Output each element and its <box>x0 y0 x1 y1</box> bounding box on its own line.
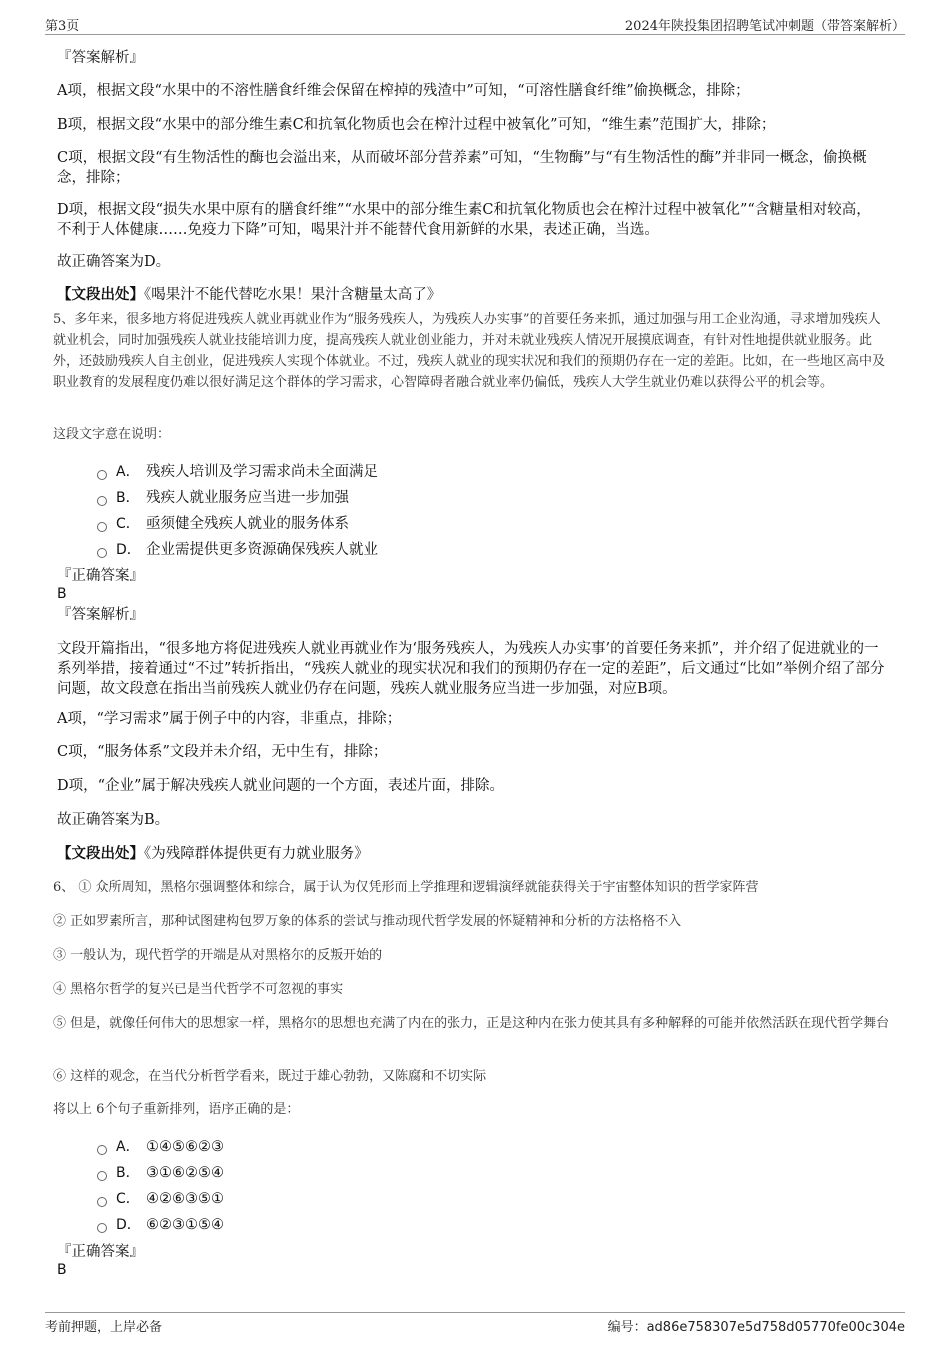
q5-source <box>57 844 369 864</box>
q5-analysis-label: 『答案解析』 <box>57 607 144 623</box>
document-code: 编号：ad86e758307e5d758d05770fe00c304e <box>607 1320 905 1335</box>
q4-analysis-d: D项，根据文段“损失水果中原有的膳食纤维”“水果中的部分维生素C和抗氧化物质也会在榨汁过程中被氧化”“含糖量相对较高，不利于人体健康……免疫力下降”可知，喝果汁并不能替代食用新鲜的水果，表述正确，当选。 <box>57 202 871 238</box>
radio-icon[interactable] <box>97 470 107 480</box>
q5-analysis-text: 文段开篇指出，“很多地方将促进残疾人就业再就业作为‘服务残疾人，为残疾人办实事’的首要任务来抓”，并介绍了促进就业的一系列举措，接着通过“不过”转折指出，“残疾人就业的现实状况和我们的预期仍存在一定的差距”，后文通过“比如”举例介绍了部分问题，故文段意在指出当前残疾人就业仍存在问题，残疾人就业服务应当进一步加强，对应B项。 <box>57 641 885 697</box>
radio-icon[interactable] <box>97 1223 107 1233</box>
q5-analysis-c: C项，“服务体系”文段并未介绍，无中生有，排除； <box>57 744 388 760</box>
q4-source-title: 《喝果汁不能代替吃水果！果汁含糖量太高了》 <box>144 287 442 303</box>
q5-option-b[interactable]: B． 残疾人就业服务应当进一步加强 <box>97 486 349 506</box>
q6-sentence-2: ② 正如罗素所言，那种试图建构包罗万象的体系的尝试与推动现代哲学发展的怀疑精神和分析的方法格格不入 <box>53 914 682 929</box>
q4-analysis-c: C项，根据文段“有生物活性的酶也会溢出来，从而破坏部分营养素”可知，“生物酶”与“有生物活性的酶”并非同一概念，偷换概念，排除； <box>57 150 867 186</box>
q5-analysis-a: A项，“学习需求”属于例子中的内容，非重点，排除； <box>57 711 402 727</box>
q6-prompt: 将以上 6个句子重新排列，语序正确的是： <box>53 1102 300 1117</box>
q5-answer: B <box>57 586 67 602</box>
radio-icon[interactable] <box>97 522 107 532</box>
page-number: 第3页 <box>45 19 80 34</box>
q5-option-c[interactable]: C． 亟须健全残疾人就业的服务体系 <box>97 512 349 532</box>
q6-answer: B <box>57 1262 67 1278</box>
q6-sentence-4: ④ 黑格尔哲学的复兴已是当代哲学不可忽视的事实 <box>53 982 344 997</box>
document-title: 2024年陕投集团招聘笔试冲刺题（带答案解析） <box>624 19 905 34</box>
q6-answer-label: 『正确答案』 <box>57 1244 144 1260</box>
radio-icon[interactable] <box>97 548 107 558</box>
q5-analysis-d: D项，“企业”属于解决残疾人就业问题的一个方面，表述片面，排除。 <box>57 778 504 794</box>
footer-slogan: 考前押题，上岸必备 <box>45 1320 163 1335</box>
radio-icon[interactable] <box>97 1171 107 1181</box>
q5-conclusion: 故正确答案为B。 <box>57 812 170 828</box>
q6-option-c[interactable]: C． ④②⑥③⑤① <box>97 1188 224 1208</box>
page-header <box>45 14 905 35</box>
q6-option-a[interactable]: A． ①④⑤⑥②③ <box>97 1136 224 1156</box>
q4-source <box>57 285 441 305</box>
q6-option-d[interactable]: D． ⑥②③①⑤④ <box>97 1214 224 1234</box>
q5-source-title: 《为残障群体提供更有力就业服务》 <box>144 846 369 862</box>
q4-analysis-label: 『答案解析』 <box>57 50 144 66</box>
q5-stem: 5、多年来，很多地方将促进残疾人就业再就业作为“服务残疾人，为残疾人办实事”的首要任务来抓，通过加强与用工企业沟通，寻求增加残疾人就业机会，同时加强残疾人就业技能培训力度，提高残疾人就业创业能力，并对未就业残疾人情况开展摸底调查，有针对性地提供就业服务。此外，还鼓励残疾人自主创业，促进残疾人实现个体就业。不过，残疾人就业的现实状况和我们的预期仍存在一定的差距。比如，在一些地区高中及职业教育的发展程度仍难以很好满足这个群体的学习需求，心智障碍者融合就业率仍偏低，残疾人大学生就业仍难以获得公平的机会等。 <box>53 312 886 390</box>
q5-prompt: 这段文字意在说明： <box>53 427 171 442</box>
radio-icon[interactable] <box>97 496 107 506</box>
q4-source-label: 【文段出处】 <box>57 286 144 303</box>
q4-conclusion: 故正确答案为D。 <box>57 254 171 270</box>
q6-sentence-1: 6、 ① 众所周知，黑格尔强调整体和综合，属于认为仅凭形而上学推理和逻辑演绎就能获得关于宇宙整体知识的哲学家阵营 <box>53 880 759 895</box>
q6-sentence-3: ③ 一般认为，现代哲学的开端是从对黑格尔的反叛开始的 <box>53 948 383 963</box>
radio-icon[interactable] <box>97 1145 107 1155</box>
q5-answer-label: 『正确答案』 <box>57 568 144 584</box>
q5-option-d[interactable]: D． 企业需提供更多资源确保残疾人就业 <box>97 538 378 558</box>
q5-option-a[interactable]: A． 残疾人培训及学习需求尚未全面满足 <box>97 460 378 480</box>
q4-analysis-b: B项，根据文段“水果中的部分维生素C和抗氧化物质也会在榨汁过程中被氧化”可知，“维生素”范围扩大，排除； <box>57 117 776 133</box>
q6-option-b[interactable]: B． ③①⑥②⑤④ <box>97 1162 224 1182</box>
q4-analysis-a: A项，根据文段“水果中的不溶性膳食纤维会保留在榨掉的残渣中”可知，“可溶性膳食纤维”偷换概念，排除； <box>57 83 750 99</box>
page-footer <box>45 1312 905 1335</box>
q6-sentence-6: ⑥ 这样的观念，在当代分析哲学看来，既过于雄心勃勃，又陈腐和不切实际 <box>53 1069 487 1084</box>
q5-source-label: 【文段出处】 <box>57 845 144 862</box>
q6-sentence-5: ⑤ 但是，就像任何伟大的思想家一样，黑格尔的思想也充满了内在的张力，正是这种内在张力使其具有多种解释的可能并依然活跃在现代哲学舞台 <box>53 1016 890 1031</box>
radio-icon[interactable] <box>97 1197 107 1207</box>
